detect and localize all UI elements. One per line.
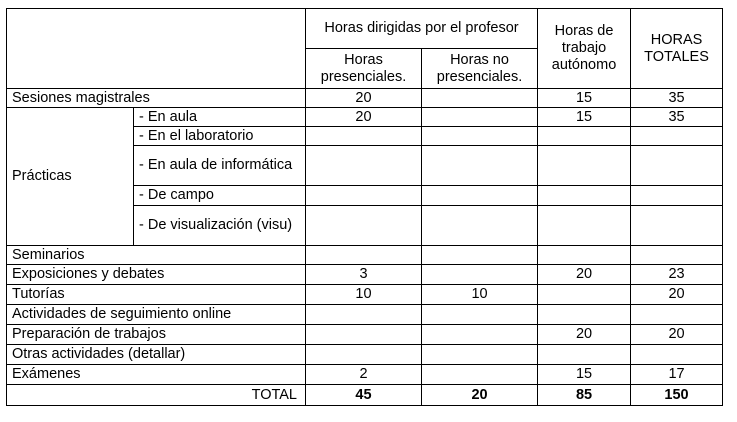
cell-no-presenciales [422, 246, 538, 265]
cell-total [631, 345, 723, 365]
row-label: Sesiones magistrales [7, 89, 306, 108]
row-label: Otras actividades (detallar) [7, 345, 306, 365]
cell-presenciales: 10 [306, 285, 422, 305]
header-presenciales: Horas presenciales. [306, 49, 422, 89]
hours-table [6, 8, 723, 406]
table-row [7, 89, 723, 108]
total-no-presenciales: 20 [422, 385, 538, 406]
header-empty-cell [7, 9, 306, 89]
cell-no-presenciales [422, 365, 538, 385]
row-label: Actividades de seguimiento online [7, 305, 306, 325]
cell-no-presenciales [422, 89, 538, 108]
cell-autonomo [538, 206, 631, 246]
total-presenciales: 45 [306, 385, 422, 406]
cell-total: 23 [631, 265, 723, 285]
cell-presenciales [306, 127, 422, 146]
cell-no-presenciales [422, 305, 538, 325]
table-row [7, 246, 723, 265]
total-total: 150 [631, 385, 723, 406]
cell-presenciales [306, 206, 422, 246]
table-row [7, 108, 723, 127]
cell-autonomo: 20 [538, 265, 631, 285]
cell-total [631, 305, 723, 325]
row-label: - De visualización (visu) [134, 206, 306, 246]
cell-no-presenciales [422, 265, 538, 285]
table-row [7, 285, 723, 305]
cell-autonomo [538, 285, 631, 305]
cell-autonomo: 20 [538, 325, 631, 345]
row-label: Preparación de trabajos [7, 325, 306, 345]
table-row [7, 365, 723, 385]
cell-total [631, 146, 723, 186]
cell-no-presenciales [422, 345, 538, 365]
cell-presenciales [306, 146, 422, 186]
cell-autonomo [538, 246, 631, 265]
cell-total [631, 206, 723, 246]
cell-presenciales: 3 [306, 265, 422, 285]
row-label: - En aula [134, 108, 306, 127]
header-autonomo: Horas de trabajo autónomo [538, 9, 631, 89]
cell-presenciales: 20 [306, 108, 422, 127]
cell-no-presenciales [422, 325, 538, 345]
cell-total [631, 186, 723, 206]
row-label: - En aula de informática [134, 146, 306, 186]
cell-no-presenciales [422, 186, 538, 206]
row-label: - En el laboratorio [134, 127, 306, 146]
cell-no-presenciales [422, 127, 538, 146]
cell-presenciales [306, 345, 422, 365]
cell-autonomo [538, 186, 631, 206]
row-label: Exposiciones y debates [7, 265, 306, 285]
header-group-directed: Horas dirigidas por el profesor [306, 9, 538, 49]
table-row [7, 265, 723, 285]
cell-no-presenciales: 10 [422, 285, 538, 305]
cell-presenciales [306, 325, 422, 345]
cell-no-presenciales [422, 108, 538, 127]
row-label: Seminarios [7, 246, 306, 265]
cell-presenciales [306, 186, 422, 206]
cell-total: 20 [631, 325, 723, 345]
cell-no-presenciales [422, 146, 538, 186]
cell-autonomo: 15 [538, 89, 631, 108]
cell-total: 35 [631, 108, 723, 127]
cell-autonomo [538, 305, 631, 325]
cell-autonomo: 15 [538, 108, 631, 127]
cell-presenciales: 2 [306, 365, 422, 385]
cell-presenciales: 20 [306, 89, 422, 108]
practicas-label: Prácticas [7, 108, 134, 246]
header-no-presenciales: Horas no presenciales. [422, 49, 538, 89]
cell-total [631, 127, 723, 146]
cell-autonomo: 15 [538, 365, 631, 385]
table-row [7, 305, 723, 325]
cell-autonomo [538, 146, 631, 186]
cell-total [631, 246, 723, 265]
cell-autonomo [538, 127, 631, 146]
cell-total: 17 [631, 365, 723, 385]
total-label: TOTAL [7, 385, 306, 406]
cell-total: 20 [631, 285, 723, 305]
cell-total: 35 [631, 89, 723, 108]
cell-presenciales [306, 246, 422, 265]
table-row [7, 325, 723, 345]
table-row [7, 345, 723, 365]
cell-presenciales [306, 305, 422, 325]
row-label: Exámenes [7, 365, 306, 385]
row-label: Tutorías [7, 285, 306, 305]
cell-no-presenciales [422, 206, 538, 246]
header-totales: HORAS TOTALES [631, 9, 723, 89]
row-label: - De campo [134, 186, 306, 206]
total-row [7, 385, 723, 406]
total-autonomo: 85 [538, 385, 631, 406]
cell-autonomo [538, 345, 631, 365]
